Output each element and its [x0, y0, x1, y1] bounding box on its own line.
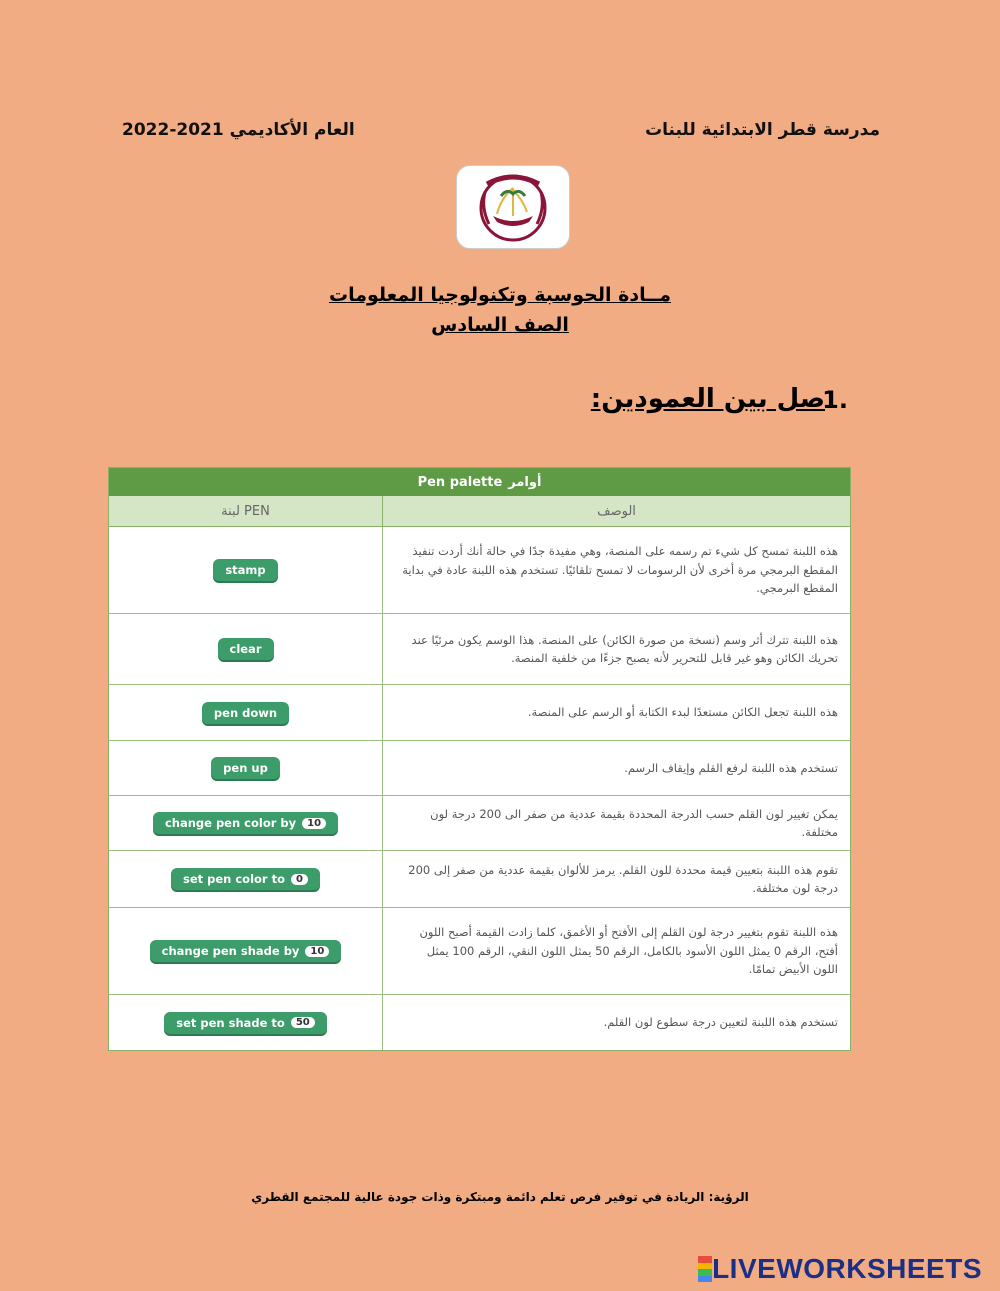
question-number: 1.	[822, 386, 848, 414]
pen-block[interactable]: change pen shade by 10	[150, 940, 342, 962]
pen-block[interactable]: pen down	[202, 702, 289, 724]
row-description: تستخدم هذه اللبنة لتعيين درجة سطوع لون القلم.	[603, 1015, 838, 1030]
table-row	[109, 685, 850, 741]
subject-title: مــادة الحوسبة وتكنولوجيا المعلومات	[329, 284, 671, 306]
grade-title: الصف السادس	[431, 314, 569, 336]
pen-block[interactable]: clear	[218, 638, 274, 660]
question-title: صل بين العمودين:	[590, 384, 825, 414]
liveworksheets-watermark: LIVEWORKSHEETS	[712, 1253, 982, 1284]
row-description: تستخدم هذه اللبنة لرفع القلم وإيقاف الرسم.	[624, 760, 838, 775]
row-description: يمكن تغيير لون القلم حسب الدرجة المحددة بقيمة عددية من صفر الى 200 درجة لون مختلفة.	[430, 806, 838, 839]
pen-block[interactable]: pen up	[211, 757, 280, 779]
table-row	[109, 908, 850, 995]
liveworksheets-logo-icon	[698, 1256, 712, 1282]
table-row	[109, 851, 850, 908]
qatar-ministry-logo-icon	[456, 165, 570, 249]
row-description: هذه اللبنة تمسح كل شيء تم رسمه على المنصة، وهي مفيدة جدًا في حالة أنك أردت تنفيذ المقطع البرمجي مرة أخرى لأن الرسومات لا تمسح تلقائيًا. تستخدم هذه اللبنة عادة في بداية المقطع البرمجي.	[402, 544, 838, 596]
row-description: هذه اللبنة تجعل الكائن مستعدًا لبدء الكتابة أو الرسم على المنصة.	[527, 705, 838, 720]
table-row	[109, 995, 850, 1050]
school-name: مدرسة قطر الابتدائية للبنات	[645, 120, 880, 140]
block-value[interactable]: 0	[291, 874, 308, 885]
block-value[interactable]: 10	[305, 946, 329, 957]
academic-year: العام الأكاديمي 2021-2022	[122, 120, 355, 140]
pen-block[interactable]: change pen color by 10	[153, 812, 338, 834]
pen-palette-table	[108, 467, 851, 1051]
row-description: تقوم هذه اللبنة بتعيين قيمة محددة للون القلم. يرمز للألوان بقيمة عددية من صفر إلى 200 درجة لون مختلفة.	[408, 862, 838, 895]
pen-block[interactable]: set pen color to 0	[171, 868, 320, 890]
table-row	[109, 614, 850, 685]
pen-block[interactable]: set pen shade to 50	[164, 1012, 327, 1034]
row-description: هذه اللبنة تترك أثر وسم (نسخة من صورة الكائن) على المنصة. هذا الوسم يكون مرئيًا عند تحريك الكائن وهو غير قابل للتحرير لأنه يصبح جزءًا من خلفية المنصة.	[411, 632, 838, 665]
table-title-ar: أوامر	[508, 474, 542, 490]
table-row	[109, 527, 850, 614]
pen-block[interactable]: stamp	[213, 559, 277, 581]
table-title-en: Pen palette	[417, 474, 503, 490]
block-value[interactable]: 10	[302, 818, 326, 829]
vision-statement: الرؤية: الريادة في توفير فرص تعلم دائمة ومبتكرة وذات جودة عالية للمجتمع القطري	[251, 1190, 749, 1204]
row-description: هذه اللبنة تقوم بتغيير درجة لون القلم إلى الأفتح أو الأغمق، كلما زادت القيمة أصبح اللون أفتح، الرقم 0 يمثل اللون الأسود بالكامل، الرقم 50 يمثل اللون النقي، الرقم 100 يمثل اللون الأبيض تمامًا.	[419, 925, 838, 977]
table-title	[109, 468, 850, 496]
column-header-pen: لبنة PEN	[109, 496, 383, 527]
table-row	[109, 796, 850, 851]
table-row	[109, 741, 850, 796]
block-value[interactable]: 50	[291, 1017, 315, 1028]
column-header-desc: الوصف	[383, 496, 850, 527]
